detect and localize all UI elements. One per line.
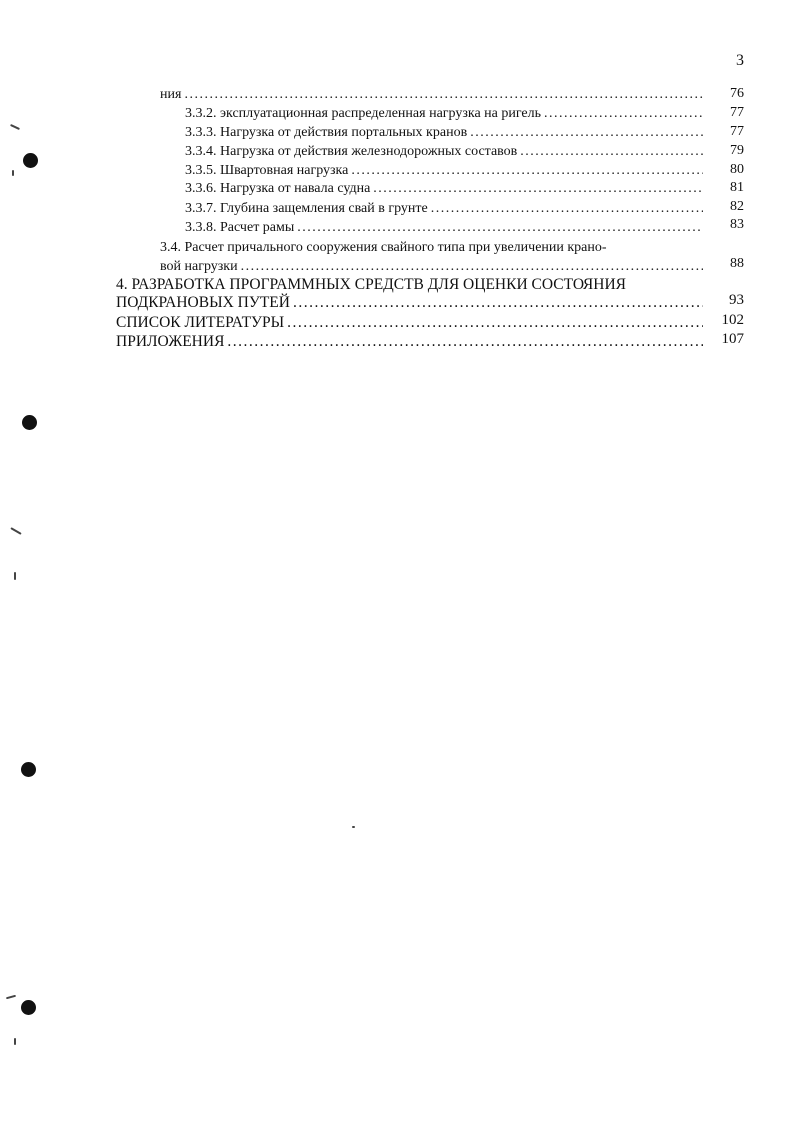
punch-hole: [22, 415, 37, 430]
toc-entry-label: 3.3.4. Нагрузка от действия железнодорожных составов: [185, 144, 518, 159]
scan-speck: [14, 572, 16, 580]
toc-entry-page: 79: [730, 143, 744, 158]
scan-speck: [14, 1038, 16, 1045]
toc-leader-dots: [544, 105, 703, 123]
toc-entry-3-3-2: [185, 105, 706, 123]
toc-leader-dots: [470, 124, 703, 142]
toc-entry-page: 83: [730, 217, 744, 232]
toc-entry-label: 3.3.5. Швартовная нагрузка: [185, 163, 349, 178]
toc-entry-page: 82: [730, 199, 744, 214]
toc-entry-label: 3.3.3. Нагрузка от действия портальных кранов: [185, 125, 468, 140]
toc-entry-page: 93: [729, 292, 744, 308]
toc-leader-dots: [287, 314, 703, 332]
toc-leader-dots: [520, 143, 703, 161]
toc-entry-label: 3.3.6. Нагрузка от навала судна: [185, 181, 371, 196]
toc-entry-page: 77: [730, 105, 744, 120]
toc-leader-dots: [431, 200, 703, 218]
toc-entry-continuation: [160, 86, 706, 104]
toc-entry-3-3-6: [185, 180, 706, 198]
toc-entry-page: 88: [730, 256, 744, 271]
toc-entry-label: вой нагрузки: [160, 259, 238, 274]
toc-entry-label: 3.3.8. Расчет рамы: [185, 220, 295, 235]
toc-entry-page: 81: [730, 180, 744, 195]
punch-hole: [21, 762, 36, 777]
toc-entry-page: 80: [730, 162, 744, 177]
toc-chapter-4: [116, 294, 706, 312]
toc-entry-page: 77: [730, 124, 744, 139]
toc-entry-page: 107: [721, 331, 744, 347]
toc-leader-dots: [184, 86, 703, 104]
toc-leader-dots: [351, 162, 703, 180]
toc-entry-3-4: [160, 258, 706, 276]
toc-leader-dots: [373, 180, 703, 198]
toc-leader-dots: [241, 258, 703, 276]
punch-hole: [21, 1000, 36, 1015]
toc-leader-dots: [227, 333, 703, 351]
page-number: 3: [736, 52, 744, 69]
scan-speck: [10, 527, 21, 535]
toc-appendices: [116, 333, 706, 351]
toc-entry-page: 76: [730, 86, 744, 101]
toc-entry-page: 102: [721, 312, 744, 328]
toc-entry-label: 3.3.7. Глубина защемления свай в грунте: [185, 201, 428, 216]
toc-entry-label: ПРИЛОЖЕНИЯ: [116, 333, 225, 350]
toc-references: [116, 314, 706, 332]
toc-entry-label: ния: [160, 87, 182, 102]
toc-entry-label: СПИСОК ЛИТЕРАТУРЫ: [116, 314, 285, 331]
toc-entry-3-3-3: [185, 124, 706, 142]
table-of-contents: [0, 0, 792, 400]
scan-speck: [352, 826, 355, 828]
toc-chapter-4-line1: 4. РАЗРАБОТКА ПРОГРАММНЫХ СРЕДСТВ ДЛЯ ОЦЕНКИ СОСТОЯНИЯ: [116, 276, 626, 293]
toc-entry-3-4-line1: 3.4. Расчет причального сооружения свайного типа при увеличении крано-: [160, 240, 607, 255]
toc-entry-label: ПОДКРАНОВЫХ ПУТЕЙ: [116, 294, 290, 311]
toc-entry-3-3-5: [185, 162, 706, 180]
scan-speck: [6, 995, 16, 1000]
toc-entry-label: 3.3.2. эксплуатационная распределенная нагрузка на ригель: [185, 106, 542, 121]
toc-leader-dots: [297, 219, 703, 237]
toc-entry-3-3-8: [185, 219, 706, 237]
punch-hole: [23, 153, 38, 168]
toc-leader-dots: [293, 294, 703, 312]
toc-entry-3-3-7: [185, 200, 706, 218]
scan-speck: [12, 170, 14, 176]
toc-entry-3-3-4: [185, 143, 706, 161]
